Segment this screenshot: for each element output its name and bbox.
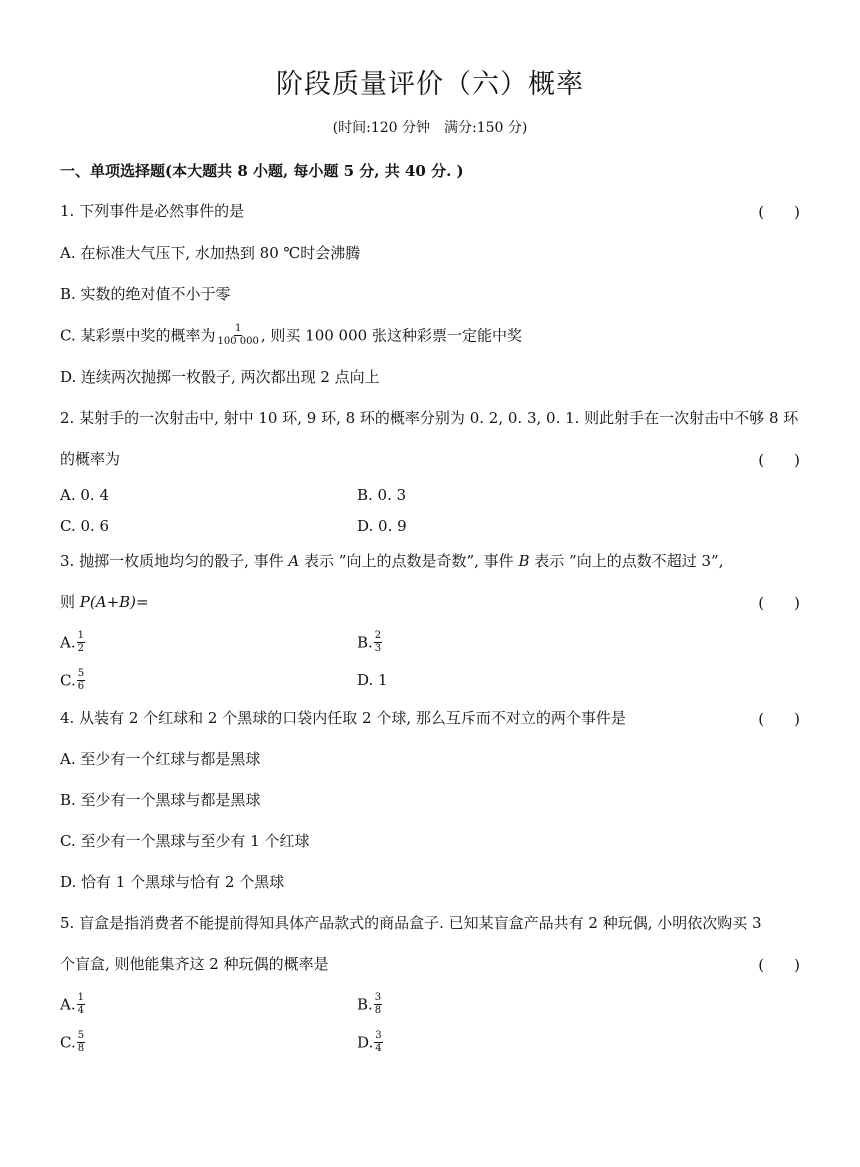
denominator: 8 — [77, 1043, 85, 1054]
fraction — [77, 669, 85, 692]
event-b: B — [518, 552, 530, 570]
q5-option-b — [357, 994, 383, 1017]
q5-option-d — [357, 1032, 384, 1055]
fraction — [374, 993, 382, 1016]
option-label: B. — [357, 633, 373, 652]
fraction — [77, 631, 85, 654]
numerator: 2 — [374, 630, 382, 641]
event-a: A — [288, 552, 300, 570]
question-2-stem: 2. 某射手的一次射击中, 射中 10 环, 9 环, 8 环的概率分别为 0. 2, 0. 3, 0. 1. 则此射手在一次射击中不够 8 环 — [60, 409, 799, 427]
q3-stem2-pre: 则 — [60, 593, 76, 611]
q1-option-b: B. 实数的绝对值不小于零 — [60, 285, 231, 303]
answer-blank-2: ( ) — [758, 451, 800, 469]
q4-option-b: B. 至少有一个黑球与都是黑球 — [60, 791, 261, 809]
fraction — [77, 993, 85, 1016]
question-3-stem-cont — [60, 592, 149, 612]
q5-option-a — [60, 994, 86, 1017]
fraction — [77, 1031, 85, 1054]
numerator: 1 — [77, 992, 84, 1003]
numerator: 1 — [234, 323, 242, 334]
q2-option-b: B. 0. 3 — [357, 486, 407, 504]
q3-option-b — [357, 632, 383, 655]
q3-stem-text: 3. 抛掷一枚质地均匀的骰子, 事件 — [60, 552, 284, 570]
question-2-stem-cont: 的概率为 — [60, 450, 121, 468]
option-label: D. — [357, 1033, 374, 1052]
q3-option-c — [60, 670, 86, 693]
exam-info: (时间:120 分钟 满分:150 分) — [332, 120, 528, 136]
page-title: 阶段质量评价（六）概率 — [276, 69, 584, 100]
numerator: 5 — [77, 668, 85, 679]
fraction — [216, 324, 259, 347]
fraction — [374, 631, 382, 654]
denominator: 2 — [77, 643, 84, 654]
denominator: 4 — [375, 1043, 382, 1054]
answer-blank-4: ( ) — [758, 710, 800, 728]
answer-blank-3: ( ) — [758, 594, 800, 612]
q1-option-c-text: C. 某彩票中奖的概率为 — [60, 326, 216, 345]
q4-option-d: D. 恰有 1 个黑球与恰有 2 个黑球 — [60, 873, 285, 891]
option-label: A. — [60, 633, 76, 652]
option-label: B. — [357, 995, 373, 1014]
section-heading: 一、单项选择题(本大题共 8 小题, 每小题 5 分, 共 40 分. ) — [60, 162, 464, 180]
q1-option-a: A. 在标准大气压下, 水加热到 80 ℃时会沸腾 — [60, 244, 361, 262]
q2-option-c: C. 0. 6 — [60, 517, 110, 535]
q2-option-d: D. 0. 9 — [357, 517, 407, 535]
q2-option-a: A. 0. 4 — [60, 486, 109, 504]
q1-option-c — [60, 325, 522, 348]
question-3-stem — [60, 551, 723, 571]
question-4-stem: 4. 从装有 2 个红球和 2 个黑球的口袋内任取 2 个球, 那么互斥而不对立的两个事件是 — [60, 709, 626, 727]
question-5-stem-cont: 个盲盒, 则他能集齐这 2 种玩偶的概率是 — [60, 955, 329, 973]
question-5-stem: 5. 盲盒是指消费者不能提前得知具体产品款式的商品盒子. 已知某盲盒产品共有 2 种玩偶, 小明依次购买 3 — [60, 914, 762, 932]
answer-blank-1: ( ) — [758, 203, 800, 221]
q4-option-c: C. 至少有一个黑球与至少有 1 个红球 — [60, 832, 310, 850]
q1-option-d: D. 连续两次抛掷一枚骰子, 两次都出现 2 点向上 — [60, 368, 380, 386]
answer-blank-5: ( ) — [758, 956, 800, 974]
q4-option-a: A. 至少有一个红球与都是黑球 — [60, 750, 261, 768]
numerator: 5 — [77, 1030, 85, 1041]
q5-option-c — [60, 1032, 86, 1055]
q3-stem-text-end: 表示 ”向上的点数不超过 3”, — [534, 552, 724, 570]
q1-option-c-text-end: , 则买 100 000 张这种彩票一定能中奖 — [260, 326, 522, 345]
option-label: A. — [60, 995, 76, 1014]
q3-option-a — [60, 632, 86, 655]
fraction — [374, 1031, 382, 1054]
option-label: C. — [60, 671, 76, 690]
denominator: 6 — [77, 681, 85, 692]
denominator: 4 — [77, 1005, 84, 1016]
numerator: 3 — [375, 1030, 382, 1041]
numerator: 1 — [77, 630, 84, 641]
q3-option-d: D. 1 — [357, 671, 388, 689]
question-1-stem: 1. 下列事件是必然事件的是 — [60, 202, 245, 220]
equals-sign: = — [136, 593, 149, 611]
option-label: C. — [60, 1033, 76, 1052]
q3-stem-text-mid: 表示 ”向上的点数是奇数”, 事件 — [304, 552, 514, 570]
denominator: 8 — [374, 1005, 382, 1016]
probability-expression: P(A+B) — [79, 593, 137, 611]
denominator: 100 000 — [217, 336, 259, 347]
numerator: 3 — [374, 992, 382, 1003]
denominator: 3 — [374, 643, 382, 654]
